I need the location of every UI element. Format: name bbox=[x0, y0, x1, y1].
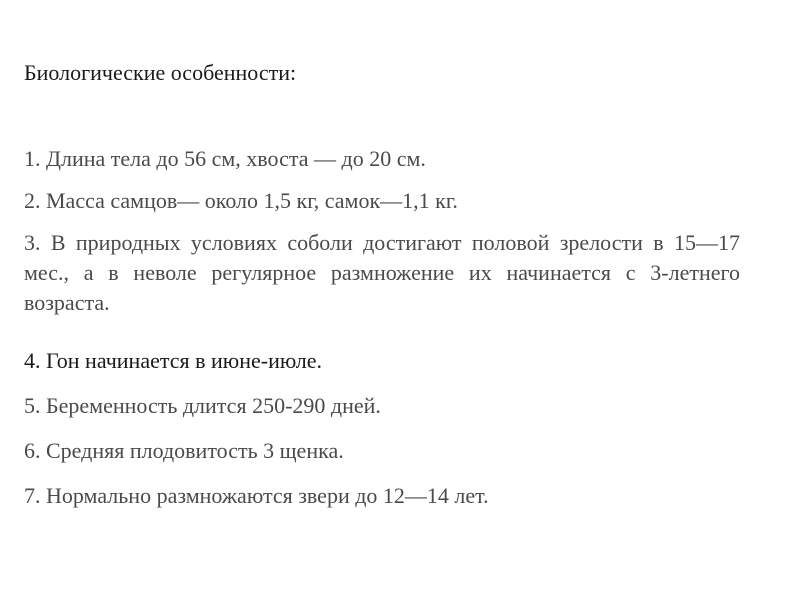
list-item: 1. Длина тела до 56 см, хвоста — до 20 см. bbox=[24, 146, 426, 171]
list-item: 5. Беременность длится 250-290 дней. bbox=[24, 393, 381, 418]
list-item: 2. Масса самцов— около 1,5 кг, самок—1,1 кг. bbox=[24, 188, 458, 213]
slide-heading: Биологические особенности: bbox=[24, 60, 297, 85]
list-item: 7. Нормально размножаются звери до 12—14 лет. bbox=[24, 483, 489, 508]
list-item: 3. В природных условиях соболи достигают половой зрелости в 15—17 мес., а в неволе регулярное размножение их начинается с 3-летнего возраста. bbox=[24, 230, 740, 315]
list-item: 4. Гон начинается в июне-июле. bbox=[24, 348, 322, 373]
list-item: 6. Средняя плодовитость 3 щенка. bbox=[24, 438, 344, 463]
